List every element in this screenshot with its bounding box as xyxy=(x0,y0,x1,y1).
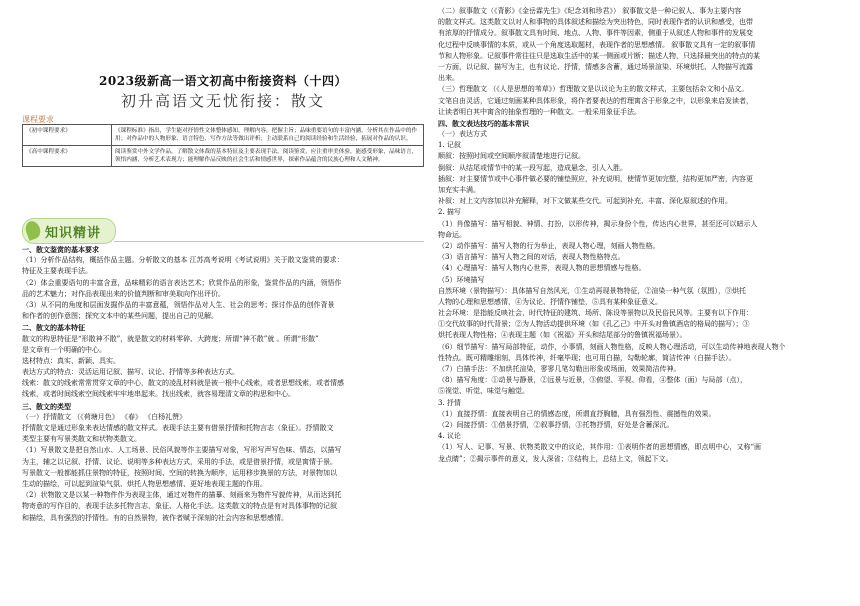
text-line: 和描绘，具有强烈的抒情性。有的自然景物，被作者赋予深刻的社会内容和思想感情。 xyxy=(22,513,288,522)
text-line: 线索，或者时间线索空间线索牢牢地串起来。找出线索，就容易理清文章的构思和中心。 xyxy=(22,390,295,399)
table-cell-key: 《初中课程要求》 xyxy=(23,125,112,146)
text-line: 物命运。 xyxy=(438,230,466,239)
text-line: （一）抒情散文 （《荷塘月色》 《春》 《白杨礼赞》 xyxy=(22,412,187,421)
text-line: 物寄意的写作目的，表现手法多托物言志，象征、人格化手法。这类散文的特点是有对具体事物的记叙 xyxy=(22,502,337,511)
text-line: 有浓厚的抒情成分。叙事散文具有时间、地点、人物、事件等因素，侧重于从叙述人物和事件的发展变 xyxy=(438,29,753,38)
text-line: 烘托表现人物性格；④表现主题（如《祝福》开头和结尾部分的鲁镇祝福场景）。 xyxy=(438,331,687,340)
badge-label: 知识精讲 xyxy=(45,226,102,241)
text-line: 加充实丰满。 xyxy=(438,186,480,194)
text-line: （2）间接抒情：①借景抒情，②叙事抒情，③托物抒情，好处是含蓄深沉。 xyxy=(438,420,674,429)
section-heading: 二、散文的基本特征 xyxy=(22,323,85,333)
text-line: （1）分析作品结构，概括作品主题。分析散文的基本 江苏高考说明《考试说明》关于散文鉴赏的要求： xyxy=(22,256,344,265)
right-column xyxy=(438,0,850,606)
text-line: 2. 描写 xyxy=(438,208,461,217)
text-line: ⑤视觉、听觉、味觉与触觉。 xyxy=(438,387,529,396)
text-line: 让读者明白其中寓含的抽象哲理的一种散文。一般采用象征手法。 xyxy=(438,107,641,116)
text-line: 是文章有一个明确的中心。 xyxy=(22,345,106,354)
text-line: 人物的心理和思想感情，④为议论、抒情作铺垫，⑤具有某种象征意义。 xyxy=(438,297,662,306)
text-line: 和作者的创作意图；探究文本中的某些问题，提出自己的见解。 xyxy=(22,312,218,321)
table-cell-value: 阅读鉴赏中外文学作品，了解散文体裁的基本特征及主要表现手法。阅读鉴赏，应注重审美体验，能感受形象，品味语言，领悟内涵，分析艺术表现力；能理解作品反映的社会生活和情感世界，探索作品蕴含的民族心理和人文精神。 xyxy=(112,146,424,167)
text-line: 类型主要有写景类散文和状物类散文。 xyxy=(22,435,141,444)
text-line: 写景散文一般都能抓住景物的特征，按照时间、空间的转换为顺序，运用移步换景的方法，对景物加以 xyxy=(22,468,337,477)
text-line: （7）白描手法：不加烘托渲染，寥寥几笔勾勒出形象或场面，效果简洁传神。 xyxy=(438,365,681,373)
text-line: 一方面，以记叙、描写为主，也有议论、抒情，情感多含蓄，通过场景渲染、环境烘托、人物描写流露 xyxy=(438,62,753,71)
text-line: 补叙：对上文内容加以补充解释，对下文做某些交代。可起到补充、丰富、深化原叙述的作用。 xyxy=(438,197,732,206)
text-line: （1）写景散文是把自然山水、人工场景、民俗风貌等作主要描写对象，写形写声写色味、情态，以描写 xyxy=(22,446,342,455)
section-label: 课程要求 xyxy=(22,115,54,124)
text-line: （3）语言描写：描写人物之间的对话，表现人物性格特点。 xyxy=(438,253,625,262)
text-line: （8）描写角度：①动景与静景，②远景与近景，③俯望、平视、仰看，④整体（面）与局部（点）， xyxy=(438,376,747,385)
text-line: 生动的描绘，可以起到渲染气氛、烘托人物思想感情、更好地表现主题的作用。 xyxy=(22,479,267,488)
text-line: （三）哲理散文 （《人是思想的苇草》）哲理散文是以议论为主的散文样式，主要包括杂文和小品文。 xyxy=(438,85,749,94)
text-line: 特征及主要表现手法。 xyxy=(22,267,92,276)
text-line: （一）表达方式 xyxy=(438,130,487,139)
right-body-text xyxy=(438,6,850,465)
text-line: 文笔自由灵活，它通过刻画某种具体形象，将作者要表达的哲理寓含于形象之中，以形象来启发读者， xyxy=(438,96,753,105)
text-line: （2）体会重要语句的丰富含意，品味精彩的语言表达艺术；欣赏作品的形象，鉴赏作品的内涵，领悟作 xyxy=(22,278,342,287)
text-line: 为主，辅之以记叙、抒情、议论、说明等多种表达方式，采用的手法，或是借景抒情，或是寓情于景。 xyxy=(22,457,337,466)
text-line: （3）从不同的角度和层面发掘作品的丰富意蕴，领悟作品对人生、社会的思考；探讨作品的创作背景 xyxy=(22,300,335,309)
text-line: （1）写人、记事、写景、状物类散文中的议论，其作用：①表明作者的思想情感，即点明中心，又称“画 xyxy=(438,443,762,452)
text-line: 倒叙：从结尾或情节中的某一段写起，造成悬念，引人入胜。 xyxy=(438,163,627,172)
text-line: 3. 抒情 xyxy=(438,398,461,407)
text-line: 性特点。既可精雕细刻，具体传神，纤毫毕现；也可用白描，勾勒轮廓，简洁传神（白描手法）。 xyxy=(438,353,736,362)
text-line: ①交代故事的时代背景；②为人物活动提供环境（如《孔乙己》中开头对鲁镇酒店的格局的描写）；③ xyxy=(438,320,750,329)
text-line: 4. 议论 xyxy=(438,432,461,441)
left-column xyxy=(18,0,428,606)
text-line: 的散文样式。这类散文以对人和事物的具体叙述和描绘为突出特色，同时表现作者的认识和感受，也带 xyxy=(438,18,753,27)
requirements-table xyxy=(22,124,424,167)
text-line: 社会环境：是指能反映社会、时代特征的建筑、场所、陈设等景物以及民俗民风等。主要有以下作用： xyxy=(438,309,753,318)
text-line: （4）心理描写：描写人物内心世界，表现人物的思想情感与性格。 xyxy=(438,264,646,273)
table-row xyxy=(23,146,424,167)
text-line: （2）动作描写：描写人物的行为举止，表现人物心理，刻画人物性格。 xyxy=(438,241,660,250)
text-line: 节和人物形象。记叙事件常往往只是选取生活中的某一侧面或片断；描述人物，只选择最突出的特点的某 xyxy=(438,51,760,60)
text-line: （6）细节描写：描写局部特征，动作，小事情，刻画人物性格，反映人物心理活动，可以生动传神地表现人物个 xyxy=(438,342,786,351)
text-line: 出来。 xyxy=(438,74,459,83)
text-line: 抒情散文是通过形象来表达情感的散文样式。表现手法主要有借景抒情和托物言志（象征）。抒情散文 xyxy=(22,424,334,432)
knowledge-badge xyxy=(22,218,116,244)
text-line: 插叙：对主要情节或中心事件做必要的铺垫照应，补充说明，使情节更加完整，结构更加严密，内容更 xyxy=(438,174,753,183)
text-line: 散文的构思特征是“形散神不散”，就是散文的材料零碎、大跨度；所谓“神不散”就 。所谓“形散” xyxy=(22,334,319,343)
divider xyxy=(114,241,424,242)
section-heading: 一、散文鉴赏的基本要求 xyxy=(22,245,99,254)
text-line: 顺叙：按照时间或空间顺序叙清楚地进行记叙。 xyxy=(438,152,585,161)
text-line: 品的艺术魅力；对作品表现出来的价值判断和审美取向作出评价。 xyxy=(22,289,225,298)
text-line: 龙点睛”；②揭示事件的意义，发人深省；③结构上，总结上文，领起下文。 xyxy=(438,454,673,463)
document-subtitle: 初升高语文无忧衔接：散文 xyxy=(120,92,325,110)
text-line: （2）状物散文是以某一种物件作为表现主体，通过对物件的描摹、刻画来为物件写貌传神，从而达到托 xyxy=(22,491,342,500)
text-line: 1. 记叙 xyxy=(438,141,461,150)
text-line: 选材特点：真实、新颖、具实。 xyxy=(22,356,120,365)
leaf-icon xyxy=(23,219,42,241)
text-line: （1）肖像描写：描写相貌、神情、打扮，以形传神，揭示身份个性，传达内心世界，甚至还可以暗示人 xyxy=(438,219,758,228)
table-cell-value: 《课程标准》指出，学生能对抒情性文体整体感知，理解内容，把握主旨；品味重要语句的丰富内涵，分析其在作品中的作用；对作品中的人物形象、语言特色、写作方法等做出评析；主动联系自己的阅读经验和生活经验，拓展对作品的认识。 xyxy=(112,125,424,146)
left-body-text xyxy=(22,244,424,524)
section-heading: 四、散文表达技巧的基本常识 xyxy=(438,118,529,128)
table-cell-key: 《高中课程要求》 xyxy=(23,146,112,167)
text-line: 表达方式的特点：灵活运用记叙、描写、议论、抒情等多种表达方式。 xyxy=(22,368,239,377)
text-line: （二）叙事散文（《背影》《金岳霖先生》《纪念刘和珍君》） 叙事散文是一种记叙人、事为主要内容 xyxy=(438,7,742,15)
text-line: 化过程中反映事情的本质，或从一个角度选取题材，表现作者的思想感情。 叙事散文具有一定的叙事情 xyxy=(438,40,756,49)
table-row xyxy=(23,125,424,146)
text-line: 线索：散文的线索常常贯穿文章的中心，散文的凌乱材料就是被一根中心线索，或者思想线索，或者情感 xyxy=(22,379,344,388)
text-line: 自然环境（景物描写）：具体描写自然风光，①生动再现景物特征，②渲染一种气氛（氛围），③烘托 xyxy=(438,286,746,295)
section-heading: 三、散文的类型 xyxy=(22,401,71,411)
text-line: （5）环境描写 xyxy=(438,275,485,284)
text-line: （1）直接抒情：直接表明自己的情感态度，所谓直抒胸臆，具有强烈性、震撼性的效果。 xyxy=(438,409,716,418)
document-title: 2023级新高一语文初高中衔接资料（十四） xyxy=(99,74,347,88)
